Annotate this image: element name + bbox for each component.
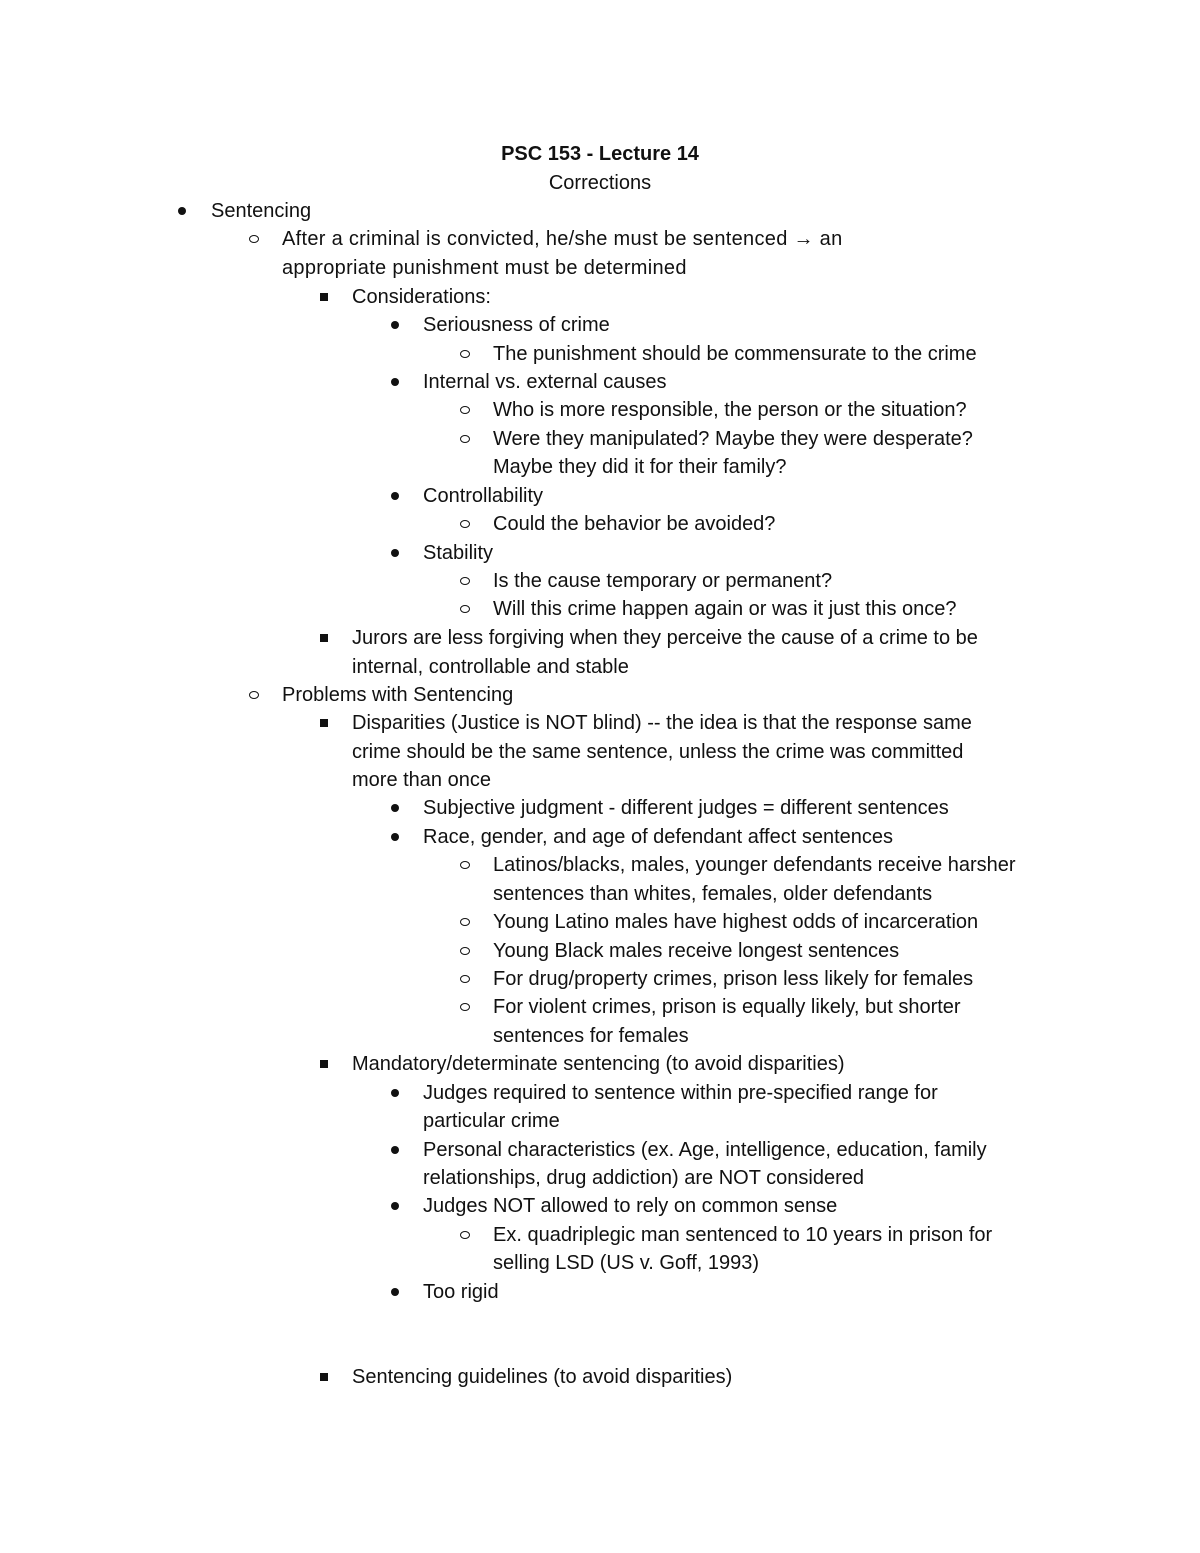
square-bullet-icon [318, 709, 330, 737]
outline-item-text-cont: internal, controllable and stable [352, 656, 629, 678]
hollow-bullet-icon [459, 425, 471, 453]
outline-item-text: Mandatory/determinate sentencing (to avoid disparities) [352, 1053, 845, 1075]
filled-bullet-icon [389, 1136, 401, 1164]
filled-bullet-icon [389, 794, 401, 822]
outline-item-text: Problems with Sentencing [282, 684, 514, 706]
hollow-bullet-icon [459, 595, 471, 623]
hollow-bullet-icon [459, 908, 471, 936]
filled-bullet-icon [176, 197, 188, 225]
outline-item-text: Were they manipulated? Maybe they were desperate? [493, 428, 973, 450]
outline-item-text-cont: appropriate punishment must be determined [282, 257, 687, 279]
hollow-bullet-icon [459, 510, 471, 538]
outline-item-text-cont: sentences for females [493, 1025, 689, 1047]
filled-bullet-icon [389, 311, 401, 339]
filled-bullet-icon [389, 539, 401, 567]
hollow-bullet-icon [459, 567, 471, 595]
outline-item-text-cont: particular crime [423, 1110, 560, 1132]
outline-item-text: Will this crime happen again or was it just this once? [493, 598, 957, 620]
hollow-bullet-icon [248, 225, 260, 253]
outline-item-text: For violent crimes, prison is equally likely, but shorter [493, 996, 961, 1018]
outline-item-text: Judges required to sentence within pre-specified range for [423, 1082, 938, 1104]
outline-item-text: Ex. quadriplegic man sentenced to 10 years in prison for [493, 1224, 993, 1246]
outline-item-text: Subjective judgment - different judges = different sentences [423, 797, 949, 819]
outline-item-text-cont: selling LSD (US v. Goff, 1993) [493, 1252, 760, 1274]
hollow-bullet-icon [459, 993, 471, 1021]
hollow-bullet-icon [459, 937, 471, 965]
filled-bullet-icon [389, 368, 401, 396]
hollow-bullet-icon [459, 396, 471, 424]
outline-item-text: Internal vs. external causes [423, 371, 667, 393]
square-bullet-icon [318, 624, 330, 652]
outline-item-text: Race, gender, and age of defendant affect sentences [423, 826, 893, 848]
outline-item-text: After a criminal is convicted, he/she must be sentenced → an [282, 228, 843, 250]
outline-item-text-cont: sentences than whites, females, older defendants [493, 883, 933, 905]
hollow-bullet-icon [459, 340, 471, 368]
outline-item-text: Sentencing guidelines (to avoid disparities) [352, 1366, 733, 1388]
outline-item-text: Young Latino males have highest odds of incarceration [493, 911, 979, 933]
outline-item-text: The punishment should be commensurate to the crime [493, 343, 977, 365]
outline-item-text: Considerations: [352, 286, 491, 308]
outline-item-text: Stability [423, 542, 494, 564]
outline-item-text: For drug/property crimes, prison less likely for females [493, 968, 974, 990]
outline-item-text: Judges NOT allowed to rely on common sense [423, 1195, 838, 1217]
outline-item-text: Who is more responsible, the person or the situation? [493, 399, 967, 421]
hollow-bullet-icon [459, 965, 471, 993]
hollow-bullet-icon [459, 1221, 471, 1249]
filled-bullet-icon [389, 1278, 401, 1306]
outline-item-text: Could the behavior be avoided? [493, 513, 776, 535]
filled-bullet-icon [389, 1079, 401, 1107]
outline-item-text: Latinos/blacks, males, younger defendants receive harsher [493, 854, 1016, 876]
document-title: PSC 153 - Lecture 14 [501, 143, 699, 165]
hollow-bullet-icon [248, 681, 260, 709]
document-subtitle: Corrections [548, 172, 652, 194]
filled-bullet-icon [389, 1192, 401, 1220]
outline-item-text-cont: more than once [352, 769, 491, 791]
filled-bullet-icon [389, 482, 401, 510]
outline-item-text: Is the cause temporary or permanent? [493, 570, 833, 592]
outline-item-text-cont: Maybe they did it for their family? [493, 456, 787, 478]
outline-item-sentencing: Sentencing [211, 200, 312, 222]
outline-item-text: Too rigid [423, 1281, 499, 1303]
outline-item-text: Seriousness of crime [423, 314, 610, 336]
square-bullet-icon [318, 283, 330, 311]
outline-item-text-cont: crime should be the same sentence, unless the crime was committed [352, 741, 964, 763]
outline-item-text: Personal characteristics (ex. Age, intelligence, education, family [423, 1139, 987, 1161]
outline-item-text: Young Black males receive longest sentences [493, 940, 900, 962]
hollow-bullet-icon [459, 851, 471, 879]
outline-item-text: Disparities (Justice is NOT blind) -- the idea is that the response same [352, 712, 972, 734]
outline-item-text-cont: relationships, drug addiction) are NOT considered [423, 1167, 864, 1189]
outline-item-text: Controllability [423, 485, 544, 507]
outline-item-text: Jurors are less forgiving when they perceive the cause of a crime to be [352, 627, 978, 649]
square-bullet-icon [318, 1050, 330, 1078]
filled-bullet-icon [389, 823, 401, 851]
square-bullet-icon [318, 1363, 330, 1391]
